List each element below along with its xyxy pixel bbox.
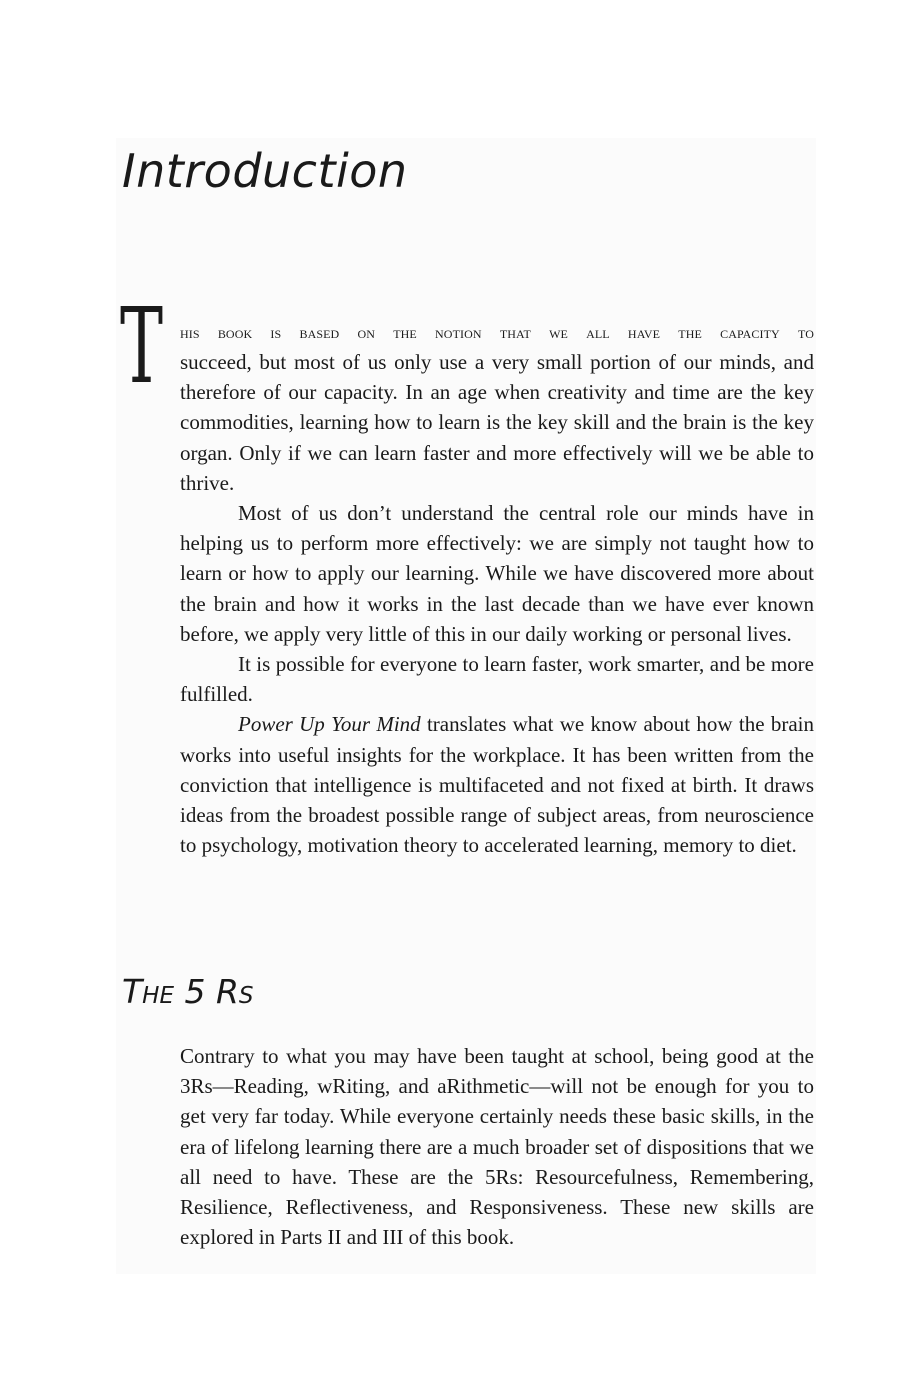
intro-paragraph-3: It is possible for everyone to learn faster, work smarter, and be more fulfilled. — [180, 652, 814, 707]
section-5rs-paragraph: Contrary to what you may have been taught at school, being good at the 3Rs—Reading, wRiting, and aRithmetic—will not be enough for you to get very far today. While everyone certainly needs these basic skills, in the era of lifelong learning there are a much broader set of dispositions that we all need to have. These are the 5Rs: Resourcefulness, Remembering, Resilience, Reflectiveness, and Responsiveness. These new skills are explored in Parts II and III of this book. — [180, 1044, 814, 1250]
drop-cap: T — [120, 285, 164, 407]
intro-paragraph-1: succeed, but most of us only use a very small portion of our minds, and therefore of our capacity. In an age when creativity and time are the key commodities, learning how to learn is the key skill and the brain is the key organ. Only if we can learn faster and more effectively will we be able to thrive. — [180, 350, 814, 495]
section-heading-5rs: The 5 Rs — [122, 972, 254, 1011]
intro-paragraph-4-text: translates what we know about how the brain works into useful insights for the workplace. It has been written from the conviction that intelligence is multifaceted and not fixed at birth. It draws ideas from the broadest possible range of subject areas, from neuroscience to psychology, motivation theory to accelerated learning, memory to diet. — [180, 712, 815, 858]
lead-small-caps: his book is based on the notion that we all have the capacity to — [180, 322, 814, 342]
intro-paragraph-2: Most of us don’t understand the central role our minds have in helping us to perform more effectively: we are simply not taught how to learn or how to apply our learning. While we have discovered more about the brain and how it works in the last decade than we have ever known before, we apply very little of this in our daily working or personal lives. — [180, 501, 814, 646]
book-title: Power Up Your Mind — [238, 712, 421, 737]
chapter-title: Introduction — [122, 144, 408, 198]
intro-text — [180, 316, 814, 860]
section-5rs-text — [180, 1041, 814, 1252]
intro-paragraph-4 — [180, 709, 814, 860]
